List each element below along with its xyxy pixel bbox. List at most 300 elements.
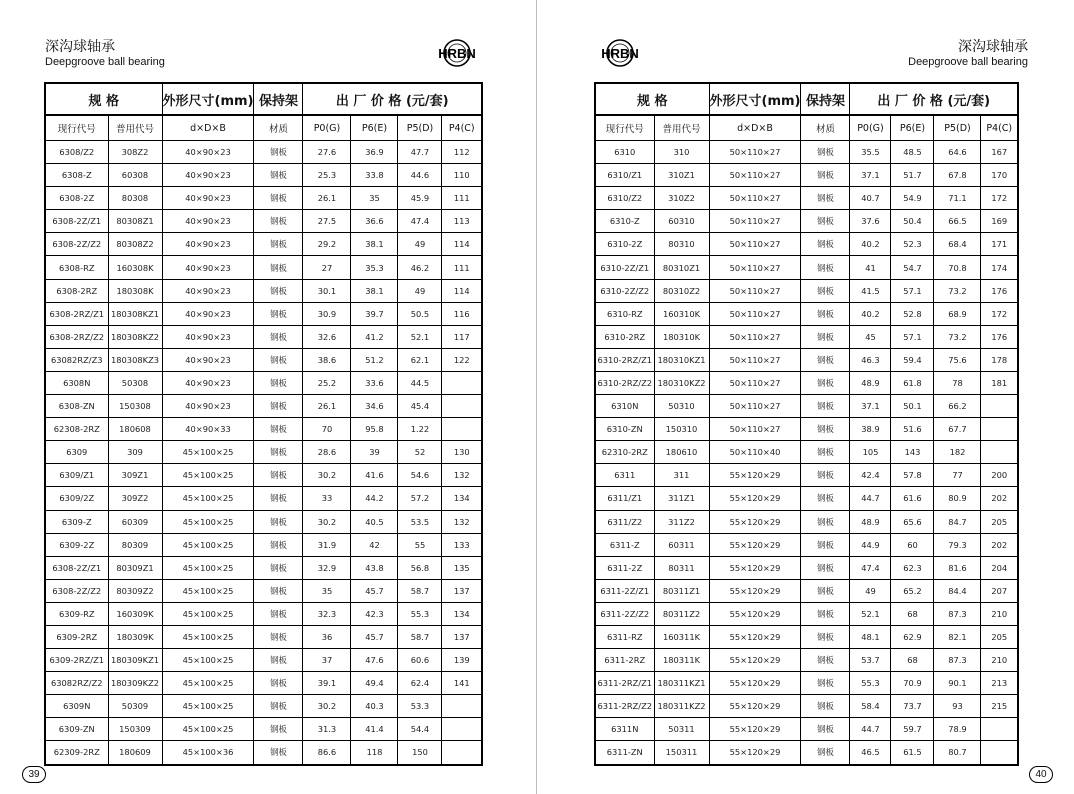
cell-price-p6: 54.9 bbox=[891, 187, 934, 210]
cell-dimensions: 40×90×23 bbox=[162, 348, 254, 371]
cell-price-p6: 118 bbox=[351, 741, 398, 765]
cell-price-p0: 31.9 bbox=[303, 533, 351, 556]
table-row bbox=[45, 464, 482, 487]
cell-current-code: 6310-2RZ/Z1 bbox=[595, 348, 654, 371]
col-p6: P6(E) bbox=[351, 115, 398, 141]
cell-price-p5: 1.22 bbox=[398, 418, 442, 441]
table-row bbox=[595, 579, 1018, 602]
cell-common-code: 80309 bbox=[108, 533, 162, 556]
cell-material: 钢板 bbox=[801, 187, 850, 210]
cell-material: 钢板 bbox=[801, 487, 850, 510]
cell-price-p4: 204 bbox=[981, 556, 1018, 579]
cell-price-p0: 44.7 bbox=[850, 487, 891, 510]
cell-price-p0: 40.2 bbox=[850, 233, 891, 256]
cell-dimensions: 40×90×23 bbox=[162, 233, 254, 256]
cell-price-p6: 42 bbox=[351, 533, 398, 556]
cell-price-p6: 41.4 bbox=[351, 718, 398, 741]
cell-current-code: 6308N bbox=[45, 371, 108, 394]
cell-material: 钢板 bbox=[801, 625, 850, 648]
cell-price-p5: 78 bbox=[934, 371, 981, 394]
cell-common-code: 80311Z2 bbox=[654, 602, 709, 625]
cell-common-code: 180311K bbox=[654, 649, 709, 672]
table-row bbox=[45, 695, 482, 718]
cell-price-p6: 60 bbox=[891, 533, 934, 556]
cell-price-p4 bbox=[442, 741, 482, 765]
cell-dimensions: 50×110×27 bbox=[709, 141, 801, 164]
cell-price-p4: 111 bbox=[442, 187, 482, 210]
cell-price-p5: 47.7 bbox=[398, 141, 442, 164]
cell-common-code: 180311KZ2 bbox=[654, 695, 709, 718]
cell-dimensions: 45×100×25 bbox=[162, 441, 254, 464]
cell-price-p6: 65.6 bbox=[891, 510, 934, 533]
table-row bbox=[595, 302, 1018, 325]
cell-current-code: 6308-Z bbox=[45, 164, 108, 187]
cell-price-p5: 57.2 bbox=[398, 487, 442, 510]
cell-current-code: 6310-2Z/Z2 bbox=[595, 279, 654, 302]
cell-common-code: 60311 bbox=[654, 533, 709, 556]
cell-price-p0: 37.1 bbox=[850, 395, 891, 418]
cell-dimensions: 45×100×25 bbox=[162, 579, 254, 602]
cell-material: 钢板 bbox=[801, 695, 850, 718]
cell-price-p6: 52.3 bbox=[891, 233, 934, 256]
cell-common-code: 309Z1 bbox=[108, 464, 162, 487]
cell-price-p0: 40.7 bbox=[850, 187, 891, 210]
cell-price-p4 bbox=[981, 395, 1018, 418]
cell-dimensions: 55×120×29 bbox=[709, 533, 801, 556]
cell-price-p6: 47.6 bbox=[351, 649, 398, 672]
cell-price-p5: 62.4 bbox=[398, 672, 442, 695]
cell-price-p6: 43.8 bbox=[351, 556, 398, 579]
cell-price-p5: 150 bbox=[398, 741, 442, 765]
cell-price-p0: 46.5 bbox=[850, 741, 891, 765]
cell-material: 钢板 bbox=[254, 602, 303, 625]
cell-price-p0: 37.6 bbox=[850, 210, 891, 233]
cell-price-p0: 33 bbox=[303, 487, 351, 510]
cell-common-code: 80308 bbox=[108, 187, 162, 210]
cell-price-p5: 66.5 bbox=[934, 210, 981, 233]
cell-price-p6: 57.1 bbox=[891, 325, 934, 348]
cell-current-code: 6309-2RZ bbox=[45, 625, 108, 648]
page-title-en: Deepgroove ball bearing bbox=[45, 56, 165, 68]
cell-common-code: 180310K bbox=[654, 325, 709, 348]
cell-price-p0: 30.2 bbox=[303, 695, 351, 718]
cell-price-p0: 32.6 bbox=[303, 325, 351, 348]
svg-text:HRBN: HRBN bbox=[601, 46, 639, 61]
cell-material: 钢板 bbox=[254, 371, 303, 394]
cell-price-p6: 39.7 bbox=[351, 302, 398, 325]
cell-price-p0: 29.2 bbox=[303, 233, 351, 256]
header-dimensions: 外形尺寸(mm) bbox=[162, 83, 254, 115]
table-row bbox=[45, 371, 482, 394]
cell-common-code: 180309K bbox=[108, 625, 162, 648]
cell-material: 钢板 bbox=[254, 556, 303, 579]
cell-common-code: 50310 bbox=[654, 395, 709, 418]
cell-dimensions: 55×120×29 bbox=[709, 556, 801, 579]
cell-material: 钢板 bbox=[254, 718, 303, 741]
cell-common-code: 80309Z1 bbox=[108, 556, 162, 579]
col-p5: P5(D) bbox=[934, 115, 981, 141]
cell-current-code: 6309-2RZ/Z1 bbox=[45, 649, 108, 672]
table-row bbox=[595, 210, 1018, 233]
cell-current-code: 6310-2RZ bbox=[595, 325, 654, 348]
cell-price-p0: 35 bbox=[303, 579, 351, 602]
cell-price-p6: 62.9 bbox=[891, 625, 934, 648]
cell-common-code: 50309 bbox=[108, 695, 162, 718]
cell-dimensions: 45×100×25 bbox=[162, 533, 254, 556]
cell-material: 钢板 bbox=[801, 395, 850, 418]
cell-price-p5: 53.5 bbox=[398, 510, 442, 533]
cell-dimensions: 50×110×40 bbox=[709, 441, 801, 464]
cell-material: 钢板 bbox=[254, 487, 303, 510]
cell-dimensions: 55×120×29 bbox=[709, 672, 801, 695]
cell-material: 钢板 bbox=[801, 210, 850, 233]
cell-price-p6: 40.5 bbox=[351, 510, 398, 533]
cell-price-p6: 59.7 bbox=[891, 718, 934, 741]
cell-current-code: 6310-Z bbox=[595, 210, 654, 233]
cell-price-p6: 51.7 bbox=[891, 164, 934, 187]
cell-price-p5: 80.7 bbox=[934, 741, 981, 765]
cell-price-p0: 48.1 bbox=[850, 625, 891, 648]
cell-price-p6: 57.1 bbox=[891, 279, 934, 302]
page-title-cn: 深沟球轴承 bbox=[958, 39, 1028, 55]
header-price: 出 厂 价 格 (元/套) bbox=[303, 83, 482, 115]
cell-price-p4: 132 bbox=[442, 464, 482, 487]
cell-price-p4: 111 bbox=[442, 256, 482, 279]
cell-common-code: 80311 bbox=[654, 556, 709, 579]
cell-price-p4: 215 bbox=[981, 695, 1018, 718]
col-current-code: 现行代号 bbox=[45, 115, 108, 141]
cell-price-p0: 47.4 bbox=[850, 556, 891, 579]
cell-price-p5: 45.9 bbox=[398, 187, 442, 210]
cell-material: 钢板 bbox=[254, 302, 303, 325]
page-title-en: Deepgroove ball bearing bbox=[908, 56, 1028, 68]
cell-price-p4: 113 bbox=[442, 210, 482, 233]
cell-material: 钢板 bbox=[254, 210, 303, 233]
cell-price-p0: 38.6 bbox=[303, 348, 351, 371]
cell-dimensions: 40×90×23 bbox=[162, 187, 254, 210]
cell-current-code: 6308-2Z/Z1 bbox=[45, 210, 108, 233]
cell-dimensions: 50×110×27 bbox=[709, 395, 801, 418]
cell-common-code: 80310Z2 bbox=[654, 279, 709, 302]
cell-material: 钢板 bbox=[254, 533, 303, 556]
header-cage: 保持架 bbox=[801, 83, 850, 115]
cell-price-p5: 60.6 bbox=[398, 649, 442, 672]
cell-common-code: 80308Z1 bbox=[108, 210, 162, 233]
cell-price-p4: 176 bbox=[981, 279, 1018, 302]
cell-common-code: 309 bbox=[108, 441, 162, 464]
cell-common-code: 160311K bbox=[654, 625, 709, 648]
cell-price-p4: 137 bbox=[442, 625, 482, 648]
page-spine bbox=[536, 0, 537, 794]
cell-material: 钢板 bbox=[801, 556, 850, 579]
cell-price-p4: 202 bbox=[981, 487, 1018, 510]
cell-dimensions: 55×120×29 bbox=[709, 695, 801, 718]
cell-price-p5: 54.6 bbox=[398, 464, 442, 487]
cell-price-p5: 64.6 bbox=[934, 141, 981, 164]
cell-dimensions: 55×120×29 bbox=[709, 510, 801, 533]
svg-text:HRBN: HRBN bbox=[438, 46, 476, 61]
table-row bbox=[595, 625, 1018, 648]
cell-price-p5: 50.5 bbox=[398, 302, 442, 325]
cell-dimensions: 55×120×29 bbox=[709, 741, 801, 765]
cell-current-code: 6311-2RZ/Z2 bbox=[595, 695, 654, 718]
cell-price-p0: 105 bbox=[850, 441, 891, 464]
cell-material: 钢板 bbox=[801, 279, 850, 302]
cell-price-p5: 49 bbox=[398, 279, 442, 302]
cell-material: 钢板 bbox=[254, 510, 303, 533]
cell-material: 钢板 bbox=[801, 325, 850, 348]
cell-price-p5: 81.6 bbox=[934, 556, 981, 579]
cell-dimensions: 50×110×27 bbox=[709, 187, 801, 210]
cell-material: 钢板 bbox=[254, 649, 303, 672]
cell-price-p5: 182 bbox=[934, 441, 981, 464]
cell-common-code: 160308K bbox=[108, 256, 162, 279]
table-row bbox=[595, 556, 1018, 579]
cell-dimensions: 55×120×29 bbox=[709, 464, 801, 487]
cell-common-code: 310Z2 bbox=[654, 187, 709, 210]
cell-current-code: 62310-2RZ bbox=[595, 441, 654, 464]
cell-price-p5: 58.7 bbox=[398, 579, 442, 602]
table-row bbox=[45, 672, 482, 695]
cell-dimensions: 45×100×25 bbox=[162, 718, 254, 741]
cell-price-p4: 117 bbox=[442, 325, 482, 348]
page-number: 39 bbox=[22, 766, 46, 783]
cell-price-p6: 73.7 bbox=[891, 695, 934, 718]
cell-price-p5: 79.3 bbox=[934, 533, 981, 556]
cell-price-p6: 33.6 bbox=[351, 371, 398, 394]
cell-material: 钢板 bbox=[801, 741, 850, 765]
cell-price-p0: 32.9 bbox=[303, 556, 351, 579]
cell-price-p6: 42.3 bbox=[351, 602, 398, 625]
cell-price-p0: 39.1 bbox=[303, 672, 351, 695]
cell-price-p4 bbox=[442, 695, 482, 718]
cell-material: 钢板 bbox=[254, 464, 303, 487]
cell-price-p0: 36 bbox=[303, 625, 351, 648]
cell-price-p6: 41.2 bbox=[351, 325, 398, 348]
cell-price-p0: 38.9 bbox=[850, 418, 891, 441]
cell-price-p4: 205 bbox=[981, 510, 1018, 533]
cell-price-p0: 37 bbox=[303, 649, 351, 672]
col-current-code: 现行代号 bbox=[595, 115, 654, 141]
cell-price-p0: 48.9 bbox=[850, 371, 891, 394]
cell-material: 钢板 bbox=[254, 164, 303, 187]
cell-price-p0: 46.3 bbox=[850, 348, 891, 371]
cell-dimensions: 50×110×27 bbox=[709, 279, 801, 302]
cell-dimensions: 45×100×25 bbox=[162, 556, 254, 579]
col-dxdxb: d×D×B bbox=[162, 115, 254, 141]
cell-common-code: 180608 bbox=[108, 418, 162, 441]
cell-current-code: 6311/Z2 bbox=[595, 510, 654, 533]
cell-current-code: 6309-ZN bbox=[45, 718, 108, 741]
cell-material: 钢板 bbox=[801, 672, 850, 695]
table-row bbox=[45, 441, 482, 464]
cell-material: 钢板 bbox=[801, 233, 850, 256]
table-row bbox=[595, 602, 1018, 625]
cell-common-code: 180311KZ1 bbox=[654, 672, 709, 695]
table-row bbox=[595, 325, 1018, 348]
cell-common-code: 150310 bbox=[654, 418, 709, 441]
cell-common-code: 180310KZ1 bbox=[654, 348, 709, 371]
cell-common-code: 311Z1 bbox=[654, 487, 709, 510]
cell-price-p0: 30.1 bbox=[303, 279, 351, 302]
cell-price-p0: 30.2 bbox=[303, 464, 351, 487]
cell-price-p6: 34.6 bbox=[351, 395, 398, 418]
cell-common-code: 310 bbox=[654, 141, 709, 164]
cell-dimensions: 40×90×23 bbox=[162, 141, 254, 164]
cell-current-code: 6308-2Z/Z2 bbox=[45, 579, 108, 602]
col-p6: P6(E) bbox=[891, 115, 934, 141]
cell-dimensions: 55×120×29 bbox=[709, 487, 801, 510]
cell-price-p5: 80.9 bbox=[934, 487, 981, 510]
cell-price-p4: 200 bbox=[981, 464, 1018, 487]
table-row bbox=[595, 395, 1018, 418]
cell-common-code: 309Z2 bbox=[108, 487, 162, 510]
cell-price-p6: 61.8 bbox=[891, 371, 934, 394]
cell-current-code: 6308-2RZ/Z2 bbox=[45, 325, 108, 348]
cell-common-code: 80309Z2 bbox=[108, 579, 162, 602]
cell-current-code: 6310-2RZ/Z2 bbox=[595, 371, 654, 394]
cell-price-p4: 134 bbox=[442, 602, 482, 625]
cell-material: 钢板 bbox=[254, 418, 303, 441]
cell-current-code: 6311/Z1 bbox=[595, 487, 654, 510]
header-spec: 规 格 bbox=[45, 83, 162, 115]
cell-price-p6: 57.8 bbox=[891, 464, 934, 487]
col-p4: P4(C) bbox=[981, 115, 1018, 141]
cell-price-p5: 78.9 bbox=[934, 718, 981, 741]
cell-material: 钢板 bbox=[254, 141, 303, 164]
cell-price-p5: 84.7 bbox=[934, 510, 981, 533]
cell-price-p5: 82.1 bbox=[934, 625, 981, 648]
cell-price-p4: 172 bbox=[981, 302, 1018, 325]
cell-price-p4: 176 bbox=[981, 325, 1018, 348]
cell-current-code: 6309-2Z bbox=[45, 533, 108, 556]
cell-price-p4 bbox=[981, 741, 1018, 765]
cell-current-code: 6310-2Z bbox=[595, 233, 654, 256]
cell-price-p6: 50.1 bbox=[891, 395, 934, 418]
cell-current-code: 62309-2RZ bbox=[45, 741, 108, 765]
cell-price-p5: 58.7 bbox=[398, 625, 442, 648]
cell-common-code: 60310 bbox=[654, 210, 709, 233]
cell-material: 钢板 bbox=[801, 141, 850, 164]
cell-price-p6: 38.1 bbox=[351, 279, 398, 302]
cell-price-p4: 169 bbox=[981, 210, 1018, 233]
cell-common-code: 180308KZ1 bbox=[108, 302, 162, 325]
cell-dimensions: 40×90×23 bbox=[162, 302, 254, 325]
cell-current-code: 6311-2Z/Z1 bbox=[595, 579, 654, 602]
table-row bbox=[595, 649, 1018, 672]
cell-price-p6: 45.7 bbox=[351, 625, 398, 648]
cell-price-p4: 210 bbox=[981, 649, 1018, 672]
cell-price-p4 bbox=[981, 441, 1018, 464]
cell-common-code: 180308KZ3 bbox=[108, 348, 162, 371]
cell-price-p0: 32.3 bbox=[303, 602, 351, 625]
cell-current-code: 6311-ZN bbox=[595, 741, 654, 765]
cell-price-p5: 70.8 bbox=[934, 256, 981, 279]
cell-price-p5: 49 bbox=[398, 233, 442, 256]
table-row bbox=[45, 718, 482, 741]
table-row bbox=[595, 464, 1018, 487]
cell-price-p0: 52.1 bbox=[850, 602, 891, 625]
cell-material: 钢板 bbox=[801, 510, 850, 533]
right-page bbox=[538, 0, 1074, 794]
cell-common-code: 60309 bbox=[108, 510, 162, 533]
cell-common-code: 50308 bbox=[108, 371, 162, 394]
cell-dimensions: 40×90×23 bbox=[162, 279, 254, 302]
cell-dimensions: 45×100×25 bbox=[162, 672, 254, 695]
cell-price-p0: 37.1 bbox=[850, 164, 891, 187]
table-row bbox=[595, 533, 1018, 556]
cell-material: 钢板 bbox=[801, 164, 850, 187]
table-row bbox=[45, 510, 482, 533]
cell-common-code: 50311 bbox=[654, 718, 709, 741]
cell-price-p0: 49 bbox=[850, 579, 891, 602]
cell-price-p4: 114 bbox=[442, 279, 482, 302]
cell-price-p0: 31.3 bbox=[303, 718, 351, 741]
cell-price-p4: 116 bbox=[442, 302, 482, 325]
cell-material: 钢板 bbox=[254, 695, 303, 718]
cell-current-code: 6311-2RZ bbox=[595, 649, 654, 672]
cell-price-p5: 73.2 bbox=[934, 325, 981, 348]
table-row bbox=[45, 279, 482, 302]
cell-price-p6: 48.5 bbox=[891, 141, 934, 164]
cell-price-p4: 122 bbox=[442, 348, 482, 371]
cell-price-p0: 27.5 bbox=[303, 210, 351, 233]
cell-price-p6: 68 bbox=[891, 602, 934, 625]
cell-material: 钢板 bbox=[801, 441, 850, 464]
page-number: 40 bbox=[1029, 766, 1053, 783]
cell-price-p4: 167 bbox=[981, 141, 1018, 164]
cell-price-p4: 213 bbox=[981, 672, 1018, 695]
table-row bbox=[45, 302, 482, 325]
cell-material: 钢板 bbox=[801, 371, 850, 394]
table-row bbox=[595, 695, 1018, 718]
cell-material: 钢板 bbox=[254, 256, 303, 279]
cell-price-p4: 112 bbox=[442, 141, 482, 164]
cell-price-p5: 44.6 bbox=[398, 164, 442, 187]
cell-price-p6: 95.8 bbox=[351, 418, 398, 441]
brand-logo bbox=[595, 38, 645, 68]
cell-dimensions: 45×100×25 bbox=[162, 625, 254, 648]
cell-price-p6: 54.7 bbox=[891, 256, 934, 279]
cell-dimensions: 45×100×36 bbox=[162, 741, 254, 765]
cell-price-p0: 44.7 bbox=[850, 718, 891, 741]
cell-price-p6: 45.7 bbox=[351, 579, 398, 602]
cell-price-p4: 207 bbox=[981, 579, 1018, 602]
cell-price-p5: 52.1 bbox=[398, 325, 442, 348]
cell-material: 钢板 bbox=[801, 464, 850, 487]
cell-price-p6: 35.3 bbox=[351, 256, 398, 279]
cell-current-code: 6311 bbox=[595, 464, 654, 487]
header-spec: 规 格 bbox=[595, 83, 709, 115]
cell-dimensions: 45×100×25 bbox=[162, 464, 254, 487]
table-row bbox=[595, 348, 1018, 371]
cell-price-p0: 55.3 bbox=[850, 672, 891, 695]
cell-price-p0: 35.5 bbox=[850, 141, 891, 164]
cell-price-p4: 110 bbox=[442, 164, 482, 187]
table-row bbox=[595, 510, 1018, 533]
cell-current-code: 6311-2Z bbox=[595, 556, 654, 579]
cell-price-p0: 41 bbox=[850, 256, 891, 279]
col-p5: P5(D) bbox=[398, 115, 442, 141]
cell-price-p5: 87.3 bbox=[934, 602, 981, 625]
col-p4: P4(C) bbox=[442, 115, 482, 141]
cell-price-p0: 58.4 bbox=[850, 695, 891, 718]
cell-price-p4: 174 bbox=[981, 256, 1018, 279]
table-row bbox=[595, 279, 1018, 302]
cell-current-code: 6308-2RZ bbox=[45, 279, 108, 302]
cell-price-p5: 68.4 bbox=[934, 233, 981, 256]
cell-dimensions: 50×110×27 bbox=[709, 164, 801, 187]
